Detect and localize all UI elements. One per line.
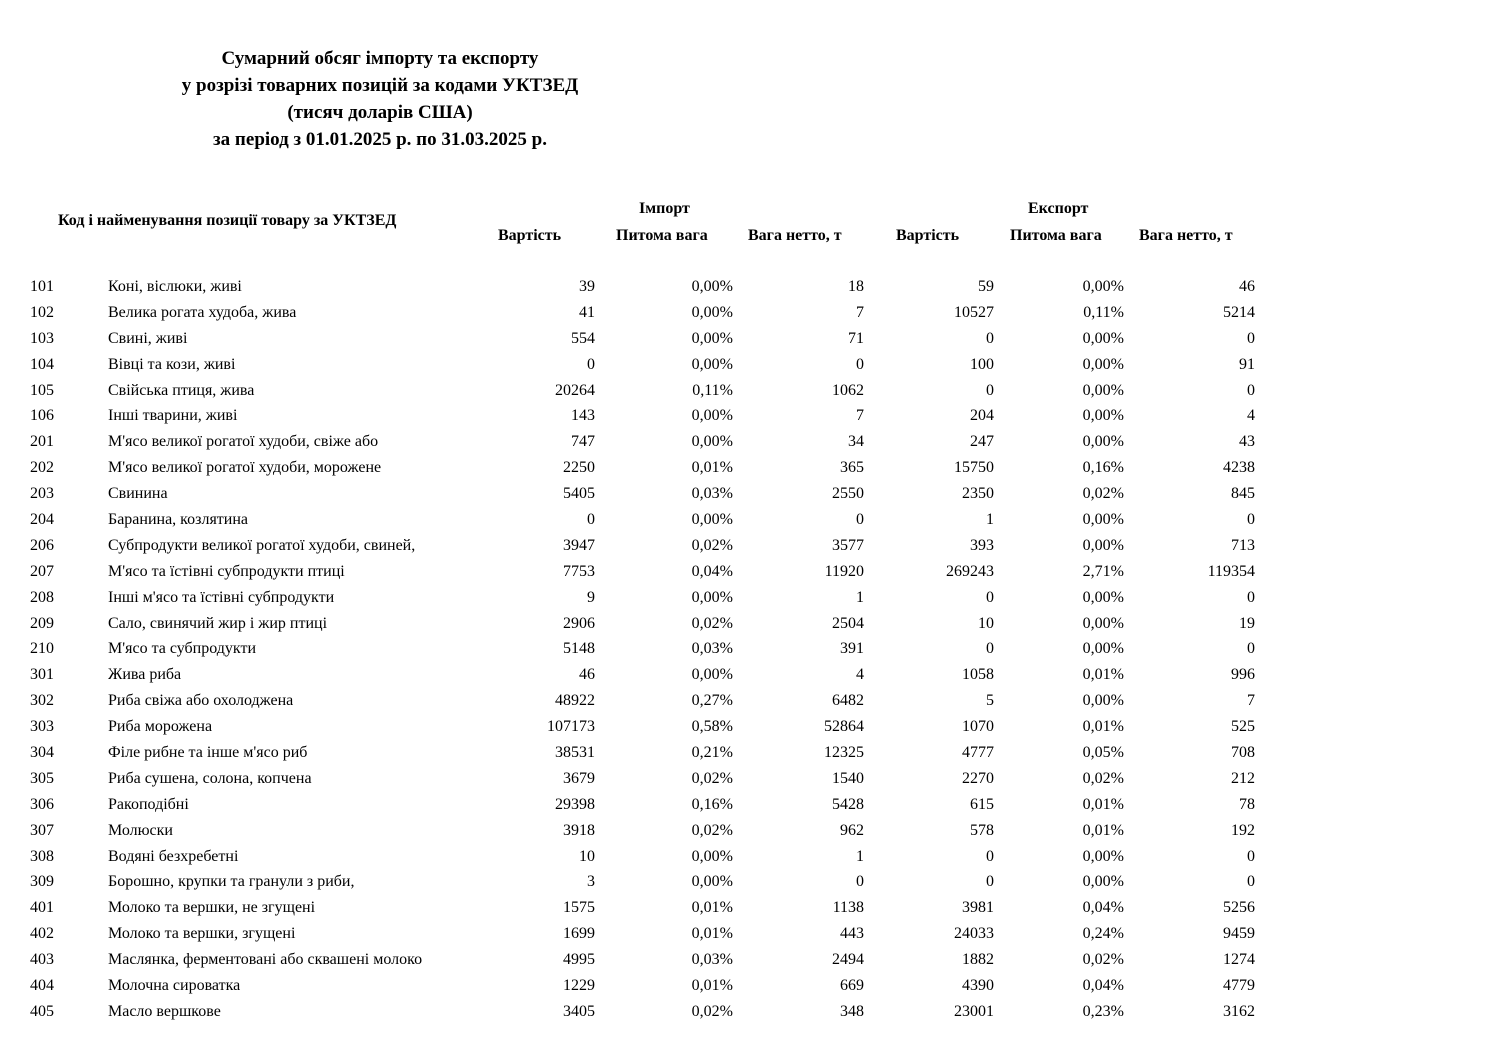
import-weight-cell: 71 (848, 329, 864, 347)
import-value-cell: 5405 (563, 485, 595, 503)
import-value-cell: 0 (587, 511, 595, 529)
export-share-cell: 0,04% (1082, 899, 1124, 917)
table-row (0, 921, 1497, 947)
table-row (0, 714, 1497, 740)
row-code: 309 (30, 873, 54, 891)
export-share-cell: 0,00% (1082, 329, 1124, 347)
export-weight-cell: 0 (1247, 329, 1255, 347)
export-value-cell: 0 (986, 329, 994, 347)
export-weight-cell: 0 (1247, 511, 1255, 529)
row-name: М'ясо великої рогатої худоби, свіже або (108, 433, 379, 451)
import-weight-cell: 6482 (832, 692, 864, 710)
row-code: 405 (30, 1002, 54, 1020)
export-value-cell: 1070 (962, 718, 994, 736)
table-row (0, 818, 1497, 844)
table-row (0, 300, 1497, 326)
export-value-cell: 15750 (954, 459, 994, 477)
import-weight-cell: 7 (856, 303, 864, 321)
export-value-cell: 5 (986, 692, 994, 710)
row-code: 105 (30, 381, 54, 399)
header-code-name: Код і найменування позиції товару за УКТЗЕД (58, 212, 397, 229)
row-code: 304 (30, 744, 54, 762)
row-name: М'ясо та їстівні субпродукти птиці (108, 562, 345, 580)
import-value-cell: 41 (579, 303, 595, 321)
export-weight-cell: 3162 (1223, 1002, 1255, 1020)
export-weight-cell: 192 (1231, 821, 1255, 839)
row-name: М'ясо та субпродукти (108, 640, 257, 658)
header-export-share: Питома вага (1010, 227, 1102, 244)
import-weight-cell: 52864 (824, 718, 864, 736)
export-value-cell: 1882 (962, 951, 994, 969)
import-value-cell: 554 (571, 329, 595, 347)
row-code: 203 (30, 485, 54, 503)
export-share-cell: 0,23% (1082, 1002, 1124, 1020)
import-share-cell: 0,00% (691, 355, 733, 373)
header-export-group: Експорт (1028, 200, 1089, 217)
import-value-cell: 39 (579, 278, 595, 295)
export-weight-cell: 708 (1231, 744, 1255, 762)
import-share-cell: 0,03% (691, 640, 733, 658)
table-row (0, 326, 1497, 352)
export-share-cell: 0,00% (1082, 407, 1124, 425)
export-share-cell: 0,01% (1082, 718, 1124, 736)
import-weight-cell: 11920 (824, 562, 864, 580)
import-value-cell: 3947 (563, 536, 595, 554)
import-share-cell: 0,04% (691, 562, 733, 580)
import-value-cell: 3918 (563, 821, 595, 839)
export-share-cell: 0,00% (1082, 614, 1124, 632)
import-share-cell: 0,11% (692, 381, 733, 399)
export-share-cell: 0,00% (1082, 873, 1124, 891)
import-weight-cell: 1 (856, 588, 864, 606)
table-row (0, 895, 1497, 921)
table-row (0, 662, 1497, 688)
export-share-cell: 0,00% (1082, 640, 1124, 658)
import-share-cell: 0,01% (691, 899, 733, 917)
export-share-cell: 0,00% (1082, 278, 1124, 295)
row-name: Молоко та вершки, згущені (108, 925, 296, 943)
table-row (0, 378, 1497, 404)
row-name: Жива риба (108, 666, 182, 684)
export-value-cell: 615 (970, 795, 994, 813)
import-weight-cell: 669 (840, 977, 864, 995)
export-share-cell: 0,01% (1082, 821, 1124, 839)
import-weight-cell: 7 (856, 407, 864, 425)
export-share-cell: 0,11% (1083, 303, 1124, 321)
export-value-cell: 4390 (962, 977, 994, 995)
row-code: 306 (30, 795, 54, 813)
import-weight-cell: 34 (848, 433, 864, 451)
import-value-cell: 48922 (555, 692, 595, 710)
row-name: Риба морожена (108, 718, 213, 736)
export-share-cell: 0,00% (1082, 536, 1124, 554)
row-name: Баранина, козлятина (108, 511, 249, 529)
export-weight-cell: 119354 (1207, 562, 1255, 580)
row-name: Інші тварини, живі (108, 407, 238, 425)
export-value-cell: 0 (986, 873, 994, 891)
export-value-cell: 0 (986, 640, 994, 658)
row-code: 102 (30, 303, 54, 321)
export-share-cell: 0,00% (1082, 433, 1124, 451)
import-share-cell: 0,00% (691, 329, 733, 347)
export-share-cell: 0,05% (1082, 744, 1124, 762)
import-value-cell: 747 (571, 433, 595, 451)
export-weight-cell: 0 (1247, 847, 1255, 865)
row-name: Свині, живі (108, 329, 188, 347)
import-value-cell: 1699 (563, 925, 595, 943)
document-title (130, 45, 630, 153)
import-share-cell: 0,02% (691, 821, 733, 839)
row-name: Маслянка, ферментовані або сквашені молоко (108, 951, 423, 969)
export-weight-cell: 996 (1231, 666, 1255, 684)
export-weight-cell: 0 (1247, 873, 1255, 891)
table-row (0, 766, 1497, 792)
export-weight-cell: 713 (1231, 536, 1255, 554)
row-name: Риба сушена, солона, копчена (108, 769, 312, 787)
header-import-share: Питома вага (616, 227, 708, 244)
export-value-cell: 269243 (946, 562, 994, 580)
import-share-cell: 0,02% (691, 1002, 733, 1020)
import-value-cell: 4995 (563, 951, 595, 969)
row-code: 208 (30, 588, 54, 606)
row-code: 303 (30, 718, 54, 736)
export-share-cell: 0,00% (1082, 355, 1124, 373)
export-value-cell: 578 (970, 821, 994, 839)
title-line-3: (тисяч доларів США) (287, 102, 473, 123)
table-row (0, 973, 1497, 999)
row-code: 404 (30, 977, 54, 995)
export-weight-cell: 7 (1247, 692, 1255, 710)
export-value-cell: 0 (986, 588, 994, 606)
row-code: 206 (30, 536, 54, 554)
row-name: Коні, віслюки, живі (108, 278, 242, 295)
import-share-cell: 0,00% (691, 407, 733, 425)
import-weight-cell: 0 (856, 511, 864, 529)
table-row (0, 507, 1497, 533)
import-value-cell: 38531 (555, 744, 595, 762)
import-value-cell: 7753 (563, 562, 595, 580)
import-share-cell: 0,03% (691, 485, 733, 503)
export-value-cell: 4777 (962, 744, 994, 762)
import-share-cell: 0,58% (691, 718, 733, 736)
export-share-cell: 0,00% (1082, 381, 1124, 399)
export-value-cell: 10527 (954, 303, 994, 321)
table-row (0, 611, 1497, 637)
import-weight-cell: 0 (856, 355, 864, 373)
export-weight-cell: 0 (1247, 588, 1255, 606)
export-value-cell: 247 (970, 433, 994, 451)
import-share-cell: 0,00% (691, 278, 733, 295)
import-share-cell: 0,01% (691, 925, 733, 943)
row-code: 305 (30, 769, 54, 787)
export-value-cell: 1 (986, 511, 994, 529)
row-code: 104 (30, 355, 54, 373)
export-weight-cell: 5214 (1223, 303, 1255, 321)
export-share-cell: 0,00% (1082, 511, 1124, 529)
export-share-cell: 0,16% (1082, 459, 1124, 477)
import-share-cell: 0,01% (691, 977, 733, 995)
import-weight-cell: 0 (856, 873, 864, 891)
header-import-group: Імпорт (639, 200, 690, 217)
title-line-1: Сумарний обсяг імпорту та експорту (221, 48, 539, 69)
row-name: Сало, свинячий жир і жир птиці (108, 614, 328, 632)
table-row (0, 869, 1497, 895)
row-name: Ракоподібні (108, 795, 189, 813)
import-weight-cell: 348 (840, 1002, 864, 1020)
import-weight-cell: 365 (840, 459, 864, 477)
import-value-cell: 3405 (563, 1002, 595, 1020)
import-value-cell: 29398 (555, 795, 595, 813)
table-row (0, 740, 1497, 766)
export-value-cell: 10 (978, 614, 994, 632)
row-name: Риба свіжа або охолоджена (108, 692, 294, 710)
import-weight-cell: 1138 (832, 899, 864, 917)
import-weight-cell: 5428 (832, 795, 864, 813)
export-weight-cell: 91 (1239, 355, 1255, 373)
row-name: Молюски (108, 821, 173, 839)
import-weight-cell: 391 (840, 640, 864, 658)
export-share-cell: 0,02% (1082, 951, 1124, 969)
import-share-cell: 0,01% (691, 459, 733, 477)
import-share-cell: 0,02% (691, 769, 733, 787)
import-share-cell: 0,00% (691, 847, 733, 865)
import-share-cell: 0,00% (691, 511, 733, 529)
export-weight-cell: 9459 (1223, 925, 1255, 943)
title-line-4: за період з 01.01.2025 р. по 31.03.2025 р. (213, 129, 547, 150)
import-weight-cell: 1 (856, 847, 864, 865)
export-share-cell: 0,00% (1082, 588, 1124, 606)
row-code: 307 (30, 821, 54, 839)
header-import-weight: Вага нетто, т (748, 227, 842, 244)
export-value-cell: 0 (986, 381, 994, 399)
header-import-value: Вартість (498, 227, 562, 244)
header-export-weight: Вага нетто, т (1139, 227, 1233, 244)
import-value-cell: 1575 (563, 899, 595, 917)
import-share-cell: 0,02% (691, 614, 733, 632)
export-weight-cell: 5256 (1223, 899, 1255, 917)
import-value-cell: 0 (587, 355, 595, 373)
import-value-cell: 3679 (563, 769, 595, 787)
export-weight-cell: 4779 (1223, 977, 1255, 995)
export-value-cell: 2350 (962, 485, 994, 503)
table-row (0, 455, 1497, 481)
import-weight-cell: 1062 (832, 381, 864, 399)
row-code: 204 (30, 511, 54, 529)
header-export-value: Вартість (896, 227, 960, 244)
export-share-cell: 0,02% (1082, 485, 1124, 503)
row-code: 101 (30, 278, 54, 295)
table-row (0, 844, 1497, 870)
row-code: 201 (30, 433, 54, 451)
export-value-cell: 3981 (962, 899, 994, 917)
import-value-cell: 3 (587, 873, 595, 891)
import-weight-cell: 1540 (832, 769, 864, 787)
row-code: 402 (30, 925, 54, 943)
row-name: Борошно, крупки та гранули з риби, (108, 873, 355, 891)
export-value-cell: 0 (986, 847, 994, 865)
row-code: 308 (30, 847, 54, 865)
import-weight-cell: 18 (848, 278, 864, 295)
export-weight-cell: 4238 (1223, 459, 1255, 477)
export-share-cell: 0,00% (1082, 692, 1124, 710)
export-share-cell: 0,24% (1082, 925, 1124, 943)
row-code: 106 (30, 407, 54, 425)
import-share-cell: 0,00% (691, 588, 733, 606)
import-value-cell: 143 (571, 407, 595, 425)
import-value-cell: 5148 (563, 640, 595, 658)
import-weight-cell: 4 (856, 666, 864, 684)
data-table (0, 274, 1497, 1025)
export-share-cell: 0,01% (1082, 666, 1124, 684)
row-name: Молоко та вершки, не згущені (108, 899, 316, 917)
export-weight-cell: 0 (1247, 381, 1255, 399)
export-weight-cell: 4 (1247, 407, 1255, 425)
import-weight-cell: 2504 (832, 614, 864, 632)
table-row (0, 274, 1497, 300)
import-share-cell: 0,02% (691, 536, 733, 554)
table-row (0, 559, 1497, 585)
export-value-cell: 59 (978, 278, 994, 295)
export-weight-cell: 19 (1239, 614, 1255, 632)
export-weight-cell: 212 (1231, 769, 1255, 787)
export-weight-cell: 845 (1231, 485, 1255, 503)
table-row (0, 352, 1497, 378)
import-share-cell: 0,03% (691, 951, 733, 969)
export-share-cell: 2,71% (1082, 562, 1124, 580)
export-share-cell: 0,04% (1082, 977, 1124, 995)
table-row (0, 403, 1497, 429)
table-row (0, 792, 1497, 818)
export-share-cell: 0,02% (1082, 769, 1124, 787)
export-weight-cell: 0 (1247, 640, 1255, 658)
table-row (0, 999, 1497, 1025)
title-line-2: у розрізі товарних позицій за кодами УКТЗЕД (181, 75, 579, 96)
row-name: Водяні безхребетні (108, 847, 239, 865)
import-share-cell: 0,00% (691, 433, 733, 451)
import-share-cell: 0,21% (691, 744, 733, 762)
row-name: Субпродукти великої рогатої худоби, свиней, (108, 536, 416, 554)
row-name: М'ясо великої рогатої худоби, морожене (108, 459, 382, 477)
table-row (0, 585, 1497, 611)
table-row (0, 429, 1497, 455)
export-value-cell: 100 (970, 355, 994, 373)
export-value-cell: 23001 (954, 1002, 994, 1020)
import-weight-cell: 12325 (824, 744, 864, 762)
row-code: 210 (30, 640, 54, 658)
table-row (0, 947, 1497, 973)
import-weight-cell: 2550 (832, 485, 864, 503)
row-code: 103 (30, 329, 54, 347)
export-weight-cell: 43 (1239, 433, 1255, 451)
table-row (0, 636, 1497, 662)
import-value-cell: 9 (587, 588, 595, 606)
import-weight-cell: 443 (840, 925, 864, 943)
row-code: 403 (30, 951, 54, 969)
export-weight-cell: 1274 (1223, 951, 1255, 969)
row-name: Молочна сироватка (108, 977, 241, 995)
row-code: 302 (30, 692, 54, 710)
table-row (0, 533, 1497, 559)
import-value-cell: 107173 (547, 718, 595, 736)
import-share-cell: 0,00% (691, 873, 733, 891)
row-name: Вівці та кози, живі (108, 355, 236, 373)
import-share-cell: 0,27% (691, 692, 733, 710)
import-value-cell: 2906 (563, 614, 595, 632)
table-row (0, 481, 1497, 507)
export-value-cell: 204 (970, 407, 994, 425)
export-share-cell: 0,00% (1082, 847, 1124, 865)
export-weight-cell: 525 (1231, 718, 1255, 736)
row-name: Масло вершкове (108, 1002, 221, 1020)
row-name: Філе рибне та інше м'ясо риб (108, 744, 308, 762)
import-value-cell: 1229 (563, 977, 595, 995)
row-name: Свинина (108, 485, 168, 503)
import-weight-cell: 962 (840, 821, 864, 839)
import-weight-cell: 2494 (832, 951, 864, 969)
import-share-cell: 0,00% (691, 666, 733, 684)
row-code: 401 (30, 899, 54, 917)
row-code: 207 (30, 562, 54, 580)
export-value-cell: 24033 (954, 925, 994, 943)
import-value-cell: 2250 (563, 459, 595, 477)
row-name: Велика рогата худоба, жива (108, 303, 297, 321)
row-name: Свійська птиця, жива (108, 381, 255, 399)
export-value-cell: 393 (970, 536, 994, 554)
import-value-cell: 10 (579, 847, 595, 865)
import-value-cell: 20264 (555, 381, 595, 399)
export-share-cell: 0,01% (1082, 795, 1124, 813)
row-code: 202 (30, 459, 54, 477)
import-weight-cell: 3577 (832, 536, 864, 554)
export-weight-cell: 78 (1239, 795, 1255, 813)
row-code: 301 (30, 666, 54, 684)
export-value-cell: 1058 (962, 666, 994, 684)
import-share-cell: 0,16% (691, 795, 733, 813)
row-code: 209 (30, 614, 54, 632)
export-value-cell: 2270 (962, 769, 994, 787)
row-name: Інші м'ясо та їстівні субпродукти (108, 588, 335, 606)
export-weight-cell: 46 (1239, 278, 1255, 295)
import-value-cell: 46 (579, 666, 595, 684)
import-share-cell: 0,00% (691, 303, 733, 321)
table-row (0, 688, 1497, 714)
